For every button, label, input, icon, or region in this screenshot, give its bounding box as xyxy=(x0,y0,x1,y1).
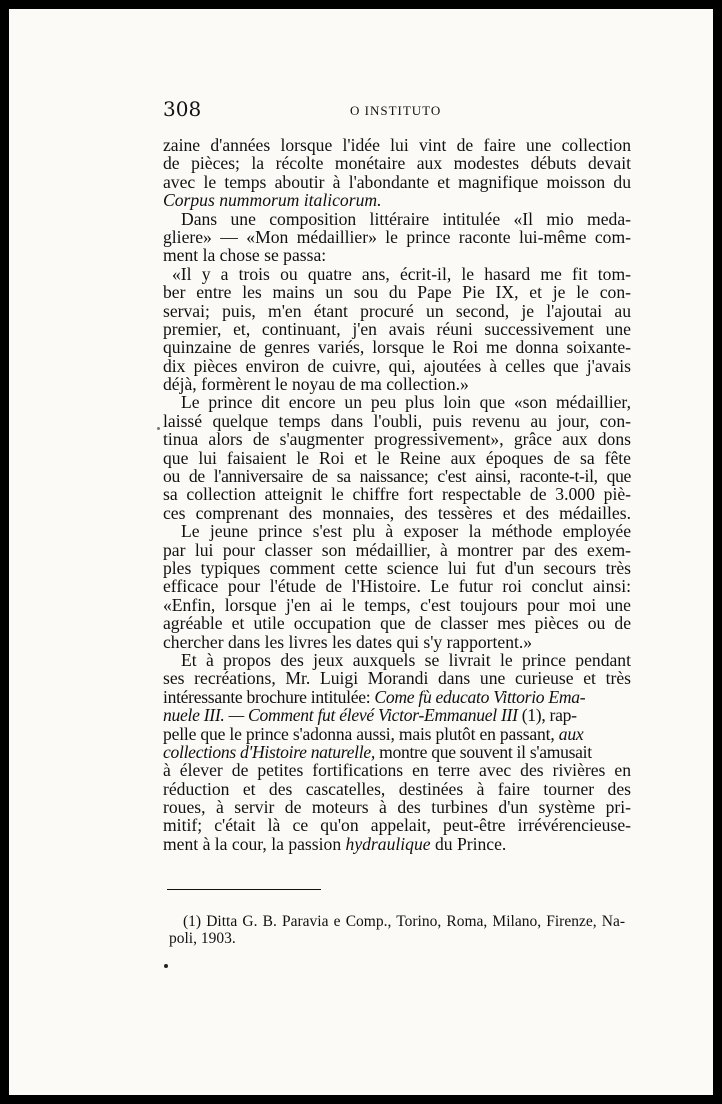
text-line xyxy=(163,191,631,209)
text-line: quinzaine de genres variés, lorsque le Roi me donna soixante- xyxy=(163,337,631,358)
italic-title: Corpus nummorum italicorum. xyxy=(163,190,382,211)
page-header xyxy=(9,97,713,121)
text-run: ment à la cour, la passion xyxy=(163,833,342,854)
italic-title: nuele III. — Comment fut élevé Victor-Emmanuel III xyxy=(163,705,518,726)
text-line xyxy=(163,725,631,743)
text-line: roues, à servir de moteurs à des turbines d'un système pri- xyxy=(163,797,631,818)
italic-title: Come fù educato Vittorio Ema- xyxy=(374,686,586,707)
text-line: chercher dans les livres les dates qui s'y rapportent.» xyxy=(163,631,533,652)
text-line: agréable et utile occupation que de classer mes pièces ou de xyxy=(163,613,631,634)
text-run: du Prince. xyxy=(434,833,507,854)
text-line: ment la chose se passa: xyxy=(163,245,327,266)
text-line: ses recréations, Mr. Luigi Morandi dans une curieuse et très xyxy=(163,668,631,689)
text-run: montre que souvent il s'amusait xyxy=(379,741,592,762)
text-line xyxy=(163,688,631,706)
text-run: pelle que le prince s'adonna aussi, mais plutôt en passant, xyxy=(163,723,555,744)
text-line: que lui faisaient le Roi et le Reine aux époques de sa fête xyxy=(163,447,631,468)
footnote-line: (1) Ditta G. B. Paravia e Comp., Torino, Roma, Milano, Firenze, Na- xyxy=(183,913,625,930)
text-line: déjà, formèrent le noyau de ma collection.» xyxy=(163,374,469,395)
running-head: O INSTITUTO xyxy=(350,103,442,118)
text-line: Le prince dit encore un peu plus loin que «son médaillier, xyxy=(181,392,631,413)
text-line: réduction et des cascatelles, destinées à faire tourner des xyxy=(163,778,631,799)
footnote xyxy=(169,913,625,947)
footnote-line: poli, 1903. xyxy=(169,930,236,947)
footnote-divider xyxy=(167,889,321,890)
text-run: (1), rap- xyxy=(521,705,577,726)
text-line: Le jeune prince s'est plu à exposer la méthode employée xyxy=(181,521,631,542)
text-line: à élever de petites fortifications en terre avec des rivières en xyxy=(163,760,631,781)
body-text xyxy=(163,136,631,853)
text-line: Dans une composition littéraire intitulée «Il mio meda- xyxy=(181,208,631,229)
italic-phrase: aux xyxy=(558,723,584,744)
text-line: zaine d'années lorsque l'idée lui vint de faire une collection xyxy=(163,135,631,155)
page-number: 308 xyxy=(163,97,202,121)
page xyxy=(9,9,713,1095)
text-line: par lui pour classer son médaillier, à montrer par des exem- xyxy=(163,539,631,560)
text-line xyxy=(163,743,631,761)
text-line: efficace pour l'étude de l'Histoire. Le futur roi conclut ainsi: xyxy=(163,576,631,597)
text-line: ou de l'anniversaire de sa naissance; c'est ainsi, raconte-t-il, que xyxy=(163,466,631,487)
text-line: Et à propos des jeux auxquels se livrait le prince pendant xyxy=(181,649,631,670)
text-line: servai; puis, m'en étant procuré un second, je l'ajoutai au xyxy=(163,300,631,321)
text-line: «Enfin, lorsque j'en ai le temps, c'est toujours pour moi une xyxy=(163,594,631,615)
text-line: mitif; c'était là ce qu'on appelait, peut-être irrévérencieuse- xyxy=(163,815,631,836)
text-line: «Il y a trois ou quatre ans, écrit-il, le hasard me fit tom- xyxy=(172,263,631,284)
ink-speck xyxy=(164,964,168,968)
text-line: ces comprenant des monnaies, des tessères et des médailles. xyxy=(163,502,631,523)
italic-phrase: collections d'Histoire naturelle, xyxy=(163,741,375,762)
text-line xyxy=(163,835,631,853)
ink-speck xyxy=(157,427,160,430)
text-line: sa collection atteignit le chiffre fort respectable de 3.000 piè- xyxy=(163,484,631,505)
text-run: intéressante brochure intitulée: xyxy=(163,686,371,707)
text-line: premier, et, continuant, j'en avais réuni successivement une xyxy=(163,318,631,339)
text-line: tinua alors de s'augmenter progressivement», grâce aux dons xyxy=(163,429,631,450)
text-line: avec le temps aboutir à l'abondante et magnifique moisson du xyxy=(163,171,631,192)
italic-word: hydraulique xyxy=(345,833,431,854)
text-line: de pièces; la récolte monétaire aux modestes débuts devait xyxy=(163,153,631,174)
text-line xyxy=(163,706,631,724)
text-line: laissé quelque temps dans l'oubli, puis revenu au jour, con- xyxy=(163,410,631,431)
text-line: gliere» — «Mon médaillier» le prince raconte lui-même com- xyxy=(163,226,631,247)
text-line: dix pièces environ de cuivre, qui, ajoutées à celles que j'avais xyxy=(163,355,631,376)
text-line: ber entre les mains un sou du Pape Pie IX, et je le con- xyxy=(163,282,631,303)
text-line: ples typiques comment cette science lui fut d'un secours très xyxy=(163,557,631,578)
